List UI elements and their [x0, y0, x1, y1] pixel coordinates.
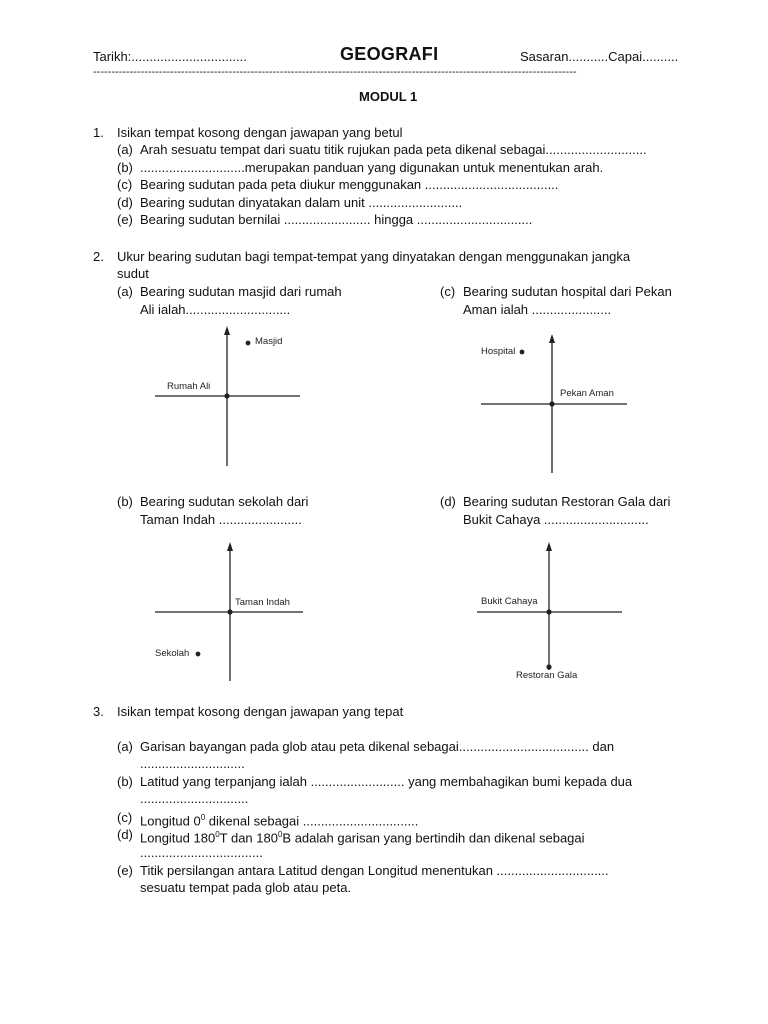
- q3b-label: (b): [117, 774, 133, 789]
- q2a-center-label: Rumah Ali: [167, 381, 211, 392]
- q1d-label: (d): [117, 195, 133, 210]
- q2d-point-label: Restoran Gala: [516, 670, 578, 681]
- q2a-line2: Ali ialah.............................: [140, 302, 291, 317]
- q3d-mid: T dan 180: [219, 830, 278, 846]
- q2b-point-label: Sekolah: [155, 648, 190, 659]
- q2a-label: (a): [117, 284, 133, 299]
- north-arrow-icon: [546, 542, 552, 551]
- q2c-center-label: Pekan Aman: [560, 388, 614, 399]
- q1a-label: (a): [117, 142, 133, 157]
- q1d-text: Bearing sudutan dinyatakan dalam unit ..........................: [140, 195, 463, 210]
- q1e-text: Bearing sudutan bernilai ........................ hingga ................................: [140, 212, 533, 227]
- q2-number: 2.: [93, 249, 104, 264]
- q3a-line1: Garisan bayangan pada glob atau peta dikenal sebagai.................................... dan: [140, 739, 615, 754]
- q2d-label: (d): [440, 494, 456, 509]
- q2-stem-line1: Ukur bearing sudutan bagi tempat-tempat yang dinyatakan dengan menggunakan jangka: [117, 249, 631, 264]
- q1c-text: Bearing sudutan pada peta diukur menggunakan .....................................: [140, 177, 559, 192]
- q3-stem: Isikan tempat kosong dengan jawapan yang tepat: [117, 704, 404, 719]
- q3e-line2: sesuatu tempat pada glob atau peta.: [140, 880, 352, 895]
- q3e-line1: Titik persilangan antara Latitud dengan Longitud menentukan ...............................: [140, 863, 609, 878]
- q3a-line2: .............................: [140, 756, 245, 771]
- q2c-label: (c): [440, 284, 456, 299]
- q2d-center-point: [546, 609, 551, 614]
- q2b-center-label: Taman Indah: [235, 597, 290, 608]
- q3d-superscript-2: 0: [277, 830, 283, 839]
- q3c-post: dikenal sebagai ................................: [205, 813, 419, 829]
- q3-number: 3.: [93, 704, 104, 719]
- q2c-line2: Aman ialah ......................: [463, 302, 612, 317]
- q1b-label: (b): [117, 160, 133, 175]
- q1-stem: Isikan tempat kosong dengan jawapan yang betul: [117, 125, 403, 140]
- modul-title: MODUL 1: [359, 89, 418, 104]
- q3b-line1: Latitud yang terpanjang ialah .......................... yang membahagikan bumi kepada dua: [140, 774, 633, 789]
- q2d-line1: Bearing sudutan Restoran Gala dari: [463, 494, 671, 509]
- q2d-center-label: Bukit Cahaya: [481, 596, 538, 607]
- q2c-line1: Bearing sudutan hospital dari Pekan: [463, 284, 672, 299]
- q2b-line1: Bearing sudutan sekolah dari: [140, 494, 309, 509]
- q1c-label: (c): [117, 177, 133, 192]
- tarikh-field: Tarikh:................................: [93, 49, 247, 64]
- q2a-line1: Bearing sudutan masjid dari rumah: [140, 284, 342, 299]
- q3b-line2: ..............................: [140, 791, 249, 806]
- q2a-point-label: Masjid: [255, 336, 283, 347]
- sasaran-capai-field: Sasaran...........Capai..........: [520, 49, 679, 64]
- q2d-line2: Bukit Cahaya .............................: [463, 512, 649, 527]
- q3c-label: (c): [117, 810, 133, 825]
- q1e-label: (e): [117, 212, 133, 227]
- page-title: GEOGRAFI: [340, 44, 439, 64]
- q3d-superscript-1: 0: [215, 830, 220, 839]
- q3d-line2: ..................................: [140, 845, 263, 860]
- q3c-superscript: 0: [200, 813, 206, 822]
- q1-number: 1.: [93, 125, 104, 140]
- q3d-label: (d): [117, 827, 133, 842]
- q3a-label: (a): [117, 739, 133, 754]
- q3d-post: B adalah garisan yang bertindih dan dikenal sebagai: [282, 830, 585, 846]
- q2-stem-line2: sudut: [117, 266, 149, 281]
- q1b-text: .............................merupakan panduan yang digunakan untuk menentukan arah.: [140, 160, 604, 175]
- q2c-point-label: Hospital: [481, 346, 516, 357]
- q2b-label: (b): [117, 494, 133, 509]
- header-divider: ------------------------------------------------------------------------------------------------------------------------------------: [93, 66, 577, 78]
- q2b-line2: Taman Indah .......................: [140, 512, 302, 527]
- q2d-restoran-point: [546, 664, 551, 669]
- q3e-label: (e): [117, 863, 133, 878]
- q1a-text: Arah sesuatu tempat dari suatu titik rujukan pada peta dikenal sebagai............................: [140, 142, 647, 157]
- q3c-pre: Longitud 0: [140, 813, 201, 829]
- q3d-pre: Longitud 180: [140, 830, 216, 846]
